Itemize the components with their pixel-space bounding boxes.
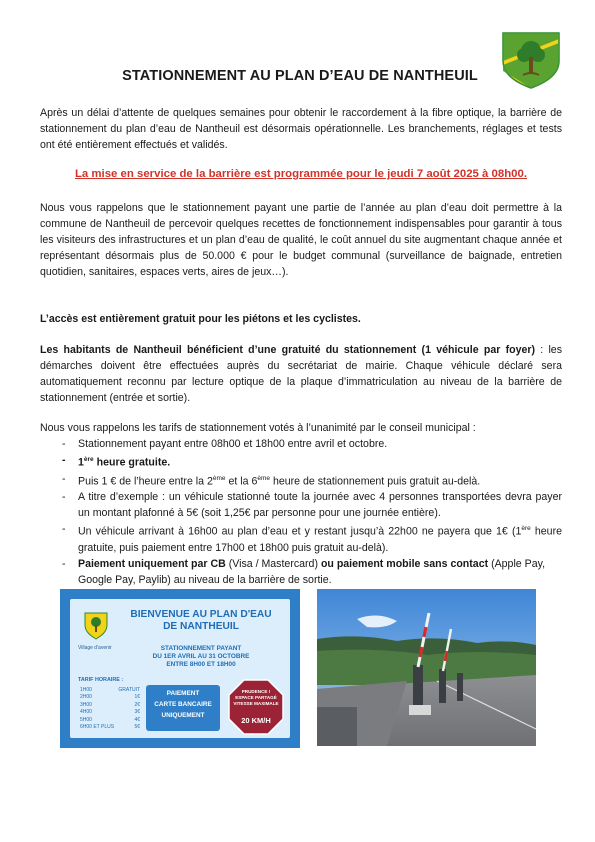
- reminder-paragraph: Nous vous rappelons que le stationnement payant une partie de l’année au plan d’eau doit permettre à la commune de Nantheuil de percevoir quelques recettes de fonctionnement indispensables pour garantir à tous les visiteurs des infrastructures et un plan d’eau de qualité, le coût annuel du site augmentant chaque année et représentant désormais plus de 50.000 € pour le budget communal (surveillance de baignade, entretien quotidien, sanitaires, espaces verts, aires de jeux…).: [40, 202, 562, 278]
- tariff-item-text: heure gratuite, puis paiement entre 17h00 et 18h00 puis gratuit au-delà).: [78, 525, 562, 554]
- tariff-item-text: et la 6: [225, 475, 258, 488]
- sign-title: [118, 609, 284, 633]
- list-item: [64, 471, 562, 490]
- superscript: ème: [212, 474, 226, 482]
- list-item: [64, 521, 562, 556]
- free-access-text: L’accès est entièrement gratuit pour les piétons et les cyclistes.: [40, 313, 361, 325]
- tariff-item-text: (Apple Pay, Google Pay, Paylib) au niveau de la barrière de sortie.: [78, 557, 546, 586]
- list-item: [64, 436, 562, 452]
- residents-bold-text: Les habitants de Nantheuil bénéficient d’une gratuité du stationnement (1 véhicule par foyer): [40, 344, 536, 356]
- sign-tarif-row: [80, 694, 140, 701]
- sign-tarif-price: 2€: [134, 701, 140, 708]
- list-item: [64, 452, 562, 471]
- superscript: ère: [521, 525, 531, 533]
- sign-tarif-table: [80, 687, 140, 731]
- sign-tarif-duration: 5H00: [80, 716, 92, 723]
- octagon-line: PRUDENCE !: [241, 689, 271, 694]
- sign-tarif-row: [80, 724, 140, 731]
- sign-panel: [70, 599, 290, 738]
- residents-paragraph: [40, 342, 562, 406]
- list-item: [64, 489, 562, 521]
- sign-tarif-duration: 2H00: [80, 694, 92, 701]
- sign-payment-line: CARTE BANCAIRE: [154, 701, 212, 708]
- page-title: STATIONNEMENT AU PLAN D’EAU DE NANTHEUIL: [122, 68, 478, 84]
- sign-tarif-row: [80, 702, 140, 709]
- sign-tarif-duration: 3H00: [80, 701, 92, 708]
- sign-tarif-row: [80, 687, 140, 694]
- speed-warning-octagon-icon: [228, 679, 284, 735]
- tariff-item-text: (Visa / Mastercard): [225, 557, 321, 570]
- tariff-item-text: Un véhicule arrivant à 16h00 au plan d’eau et y restant jusqu’à 22h00 ne payera que 1€ (1: [78, 525, 522, 538]
- superscript: ère: [83, 456, 94, 463]
- sign-tarif-row: [80, 717, 140, 724]
- sign-tarif-price: 4€: [134, 716, 140, 723]
- octagon-line: ESPACE PARTAGÉ: [235, 695, 277, 700]
- sign-payment-line: PAIEMENT: [166, 690, 200, 697]
- tariff-item-text: 1: [78, 456, 84, 469]
- sign-payment-line: UNIQUEMENT: [161, 712, 205, 719]
- tariff-item-text: heure de stationnement puis gratuit au-delà.: [270, 475, 481, 488]
- octagon-line: VITESSE MAXIMALE: [233, 701, 279, 706]
- tariff-item-bold: ou paiement mobile sans contact: [320, 557, 489, 570]
- commune-crest-icon: [84, 612, 108, 640]
- sign-tarif-price: 1€: [134, 694, 140, 701]
- announcement-text: La mise en service de la barrière est programmée pour le jeudi 7 août 2025 à 08h00.: [74, 168, 528, 180]
- residents-rest-text: : les démarches doivent être effectuées auprès du secrétariat de mairie. Chaque véhicule déclaré sera automatiquement reconnu par lecture optique de la plaque d’immatriculation au niveau de la barrière de stationnement (entrée et sortie).: [40, 344, 562, 404]
- sign-tarif-title: TARIF HORAIRE :: [78, 677, 124, 683]
- tariff-item-bold: Paiement uniquement par CB: [78, 557, 226, 570]
- sign-title-line: DE NANTHEUIL: [163, 621, 239, 632]
- sign-title-line: BIENVENUE AU PLAN D'EAU: [130, 609, 272, 620]
- sign-tarif-duration: 4H00: [80, 709, 92, 716]
- octagon-speed: 20 KM/H: [241, 716, 271, 725]
- sign-payant-line: ENTRE 8H00 ET 18H00: [166, 661, 236, 668]
- list-item: [64, 556, 562, 588]
- sign-village-label: Village d'avenir: [78, 645, 112, 651]
- tariff-item-text: A titre d’exemple : un véhicule stationné toute la journée avec 4 personnes transportées devra payer un montant plafonné à 5€ (soit 1,25€ par personne pour une journée entière).: [78, 491, 562, 520]
- tariffs-intro: Nous vous rappelons les tarifs de stationnement votés à l’unanimité par le conseil municipal :: [40, 422, 476, 434]
- intro-paragraph: Après un délai d’attente de quelques semaines pour obtenir le raccordement à la fibre optique, la barrière de stationnement du plan d’eau de Nantheuil est désormais opérationnelle. Les branchements, réglages et tests ont été entièrement effectués et validés.: [40, 107, 562, 151]
- sign-payant-block: [136, 645, 266, 669]
- octagon-text: [228, 689, 284, 707]
- sign-payment-box: [146, 685, 220, 731]
- tariff-item-text: heure gratuite.: [93, 456, 171, 469]
- tariffs-list: [64, 436, 562, 588]
- sign-tarif-duration: 1H00: [80, 687, 92, 693]
- superscript: ème: [257, 474, 270, 482]
- sign-tarif-price: GRATUIT: [118, 687, 140, 693]
- sign-payant-line: DU 1ER AVRIL AU 31 OCTOBRE: [152, 653, 250, 660]
- sign-tarif-price: 5€: [134, 724, 140, 731]
- sign-tarif-duration: 6H00 ET PLUS: [80, 724, 115, 731]
- sign-tarif-price: 3€: [134, 709, 140, 716]
- sign-payant-line: STATIONNEMENT PAYANT: [160, 645, 242, 652]
- tariff-item-text: Puis 1 € de l’heure entre la 2: [78, 475, 213, 488]
- parking-sign-photo: [60, 589, 300, 748]
- tariff-item-text: Stationnement payant entre 08h00 et 18h00 entre avril et octobre.: [78, 438, 388, 450]
- sign-tarif-row: [80, 709, 140, 716]
- parking-barrier-photo: [317, 589, 536, 746]
